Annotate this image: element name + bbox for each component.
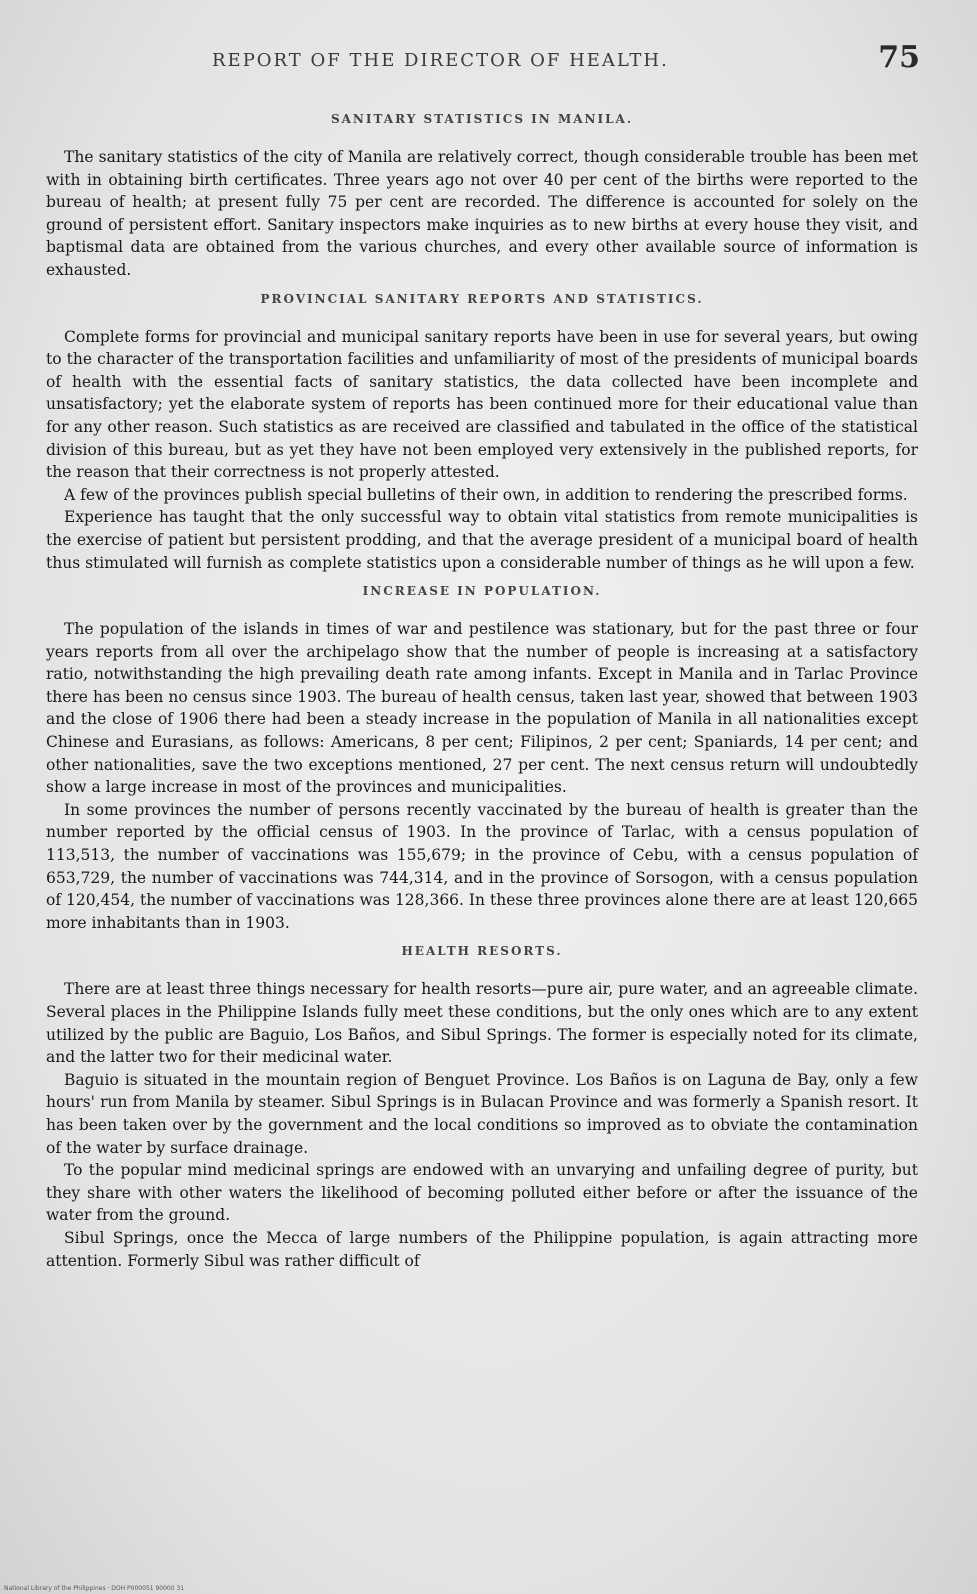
section-provincial-reports (46, 292, 918, 575)
section-sanitary-statistics-manila (46, 112, 918, 282)
paragraph: Sibul Springs, once the Mecca of large numbers of the Philippine population, is again attracting more attention. Formerly Sibul was rather difficult of (46, 1228, 918, 1270)
paragraph: Experience has taught that the only successful way to obtain vital statistics from remote municipalities is the exercise of patient but persistent prodding, and that the average president of a municipal board of health thus stimulated will furnish as complete statistics upon a considerable number of things as he will upon a few. (46, 508, 918, 572)
section-title: HEALTH RESORTS. (401, 944, 563, 959)
section-health-resorts (46, 944, 918, 1272)
page-header (50, 40, 920, 80)
section-title: INCREASE IN POPULATION. (362, 584, 602, 599)
paragraph: The population of the islands in times of war and pestilence was stationary, but for the past three or four years reports from all over the archipelago show that the number of people is increasing at a satisfactory ratio, notwithstanding the high prevailing death rate among infants. Except in Manila and in Tarlac Province there has been no census since 1903. The bureau of health census, taken last year, showed that between 1903 and the close of 1906 there had been a steady increase in the population of Manila in all nationalities except Chinese and Eurasians, as follows: Americans, 8 per cent; Filipinos, 2 per cent; Spaniards, 14 per cent; and other nationalities, save the two exceptions mentioned, 27 per cent. The next census return will undoubtedly show a large increase in most of the provinces and municipalities. (46, 620, 918, 797)
section-increase-population (46, 584, 918, 934)
paragraph: To the popular mind medicinal springs are endowed with an unvarying and unfailing degree of purity, but they share with other waters the likelihood of becoming polluted either before or after the issuance of the water from the ground. (46, 1161, 918, 1225)
paragraph: Baguio is situated in the mountain region of Benguet Province. Los Baños is on Laguna de Bay, only a few hours' run from Manila by steamer. Sibul Springs is in Bulacan Province and was formerly a Spanish resort. It has been taken over by the government and the local conditions so improved as to obviate the contamination of the water by surface drainage. (46, 1070, 918, 1157)
paragraph: A few of the provinces publish special bulletins of their own, in addition to rendering the prescribed forms. (64, 485, 908, 504)
footer-note: National Library of the Philippines · DOH P000051 90000 31 (4, 1585, 185, 1592)
paragraph: Complete forms for provincial and municipal sanitary reports have been in use for several years, but owing to the character of the transportation facilities and unfamiliarity of most of the presidents of municipal boards of health with the essential facts of sanitary statistics, the data collected have been incomplete and unsatisfactory; yet the elaborate system of reports has been continued more for their educational value than for any other reason. Such statistics as are received are classified and tabulated in the office of the statistical division of this bureau, but as yet they have not been employed very extensively in the published reports, for the reason that their correctness is not properly attested. (46, 327, 918, 482)
section-title: SANITARY STATISTICS IN MANILA. (330, 112, 634, 126)
paragraph: The sanitary statistics of the city of Manila are relatively correct, though considerable trouble has been met with in obtaining birth certificates. Three years ago not over 40 per cent of the births were reported to the bureau of health; at present fully 75 per cent are recorded. The difference is accounted for solely on the ground of persistent effort. Sanitary inspectors make inquiries as to new births at every house they visit, and baptismal data are obtained from the various churches, and every other available source of information is exhausted. (46, 148, 918, 279)
running-head: REPORT OF THE DIRECTOR OF HEALTH. (212, 50, 669, 71)
section-title: PROVINCIAL SANITARY REPORTS AND STATISTICS. (260, 291, 704, 306)
paragraph: In some provinces the number of persons recently vaccinated by the bureau of health is greater than the number reported by the official census of 1903. In the province of Tarlac, with a census population of 113,513, the number of vaccinations was 155,679; in the province of Cebu, with a census population of 653,729, the number of vaccinations was 744,314, and in the province of Sorsogon, with a census population of 120,454, the number of vaccinations was 128,366. In these three provinces alone there are at least 120,665 more inhabitants than in 1903. (46, 800, 918, 932)
page-number: 75 (878, 40, 920, 75)
paragraph: There are at least three things necessary for health resorts—pure air, pure water, and an agreeable climate. Several places in the Philippine Islands fully meet these conditions, but the only ones which are to any extent utilized by the public are Baguio, Los Baños, and Sibul Springs. The former is especially noted for its climate, and the latter two for their medicinal water. (46, 980, 918, 1067)
page-content (46, 104, 918, 1272)
